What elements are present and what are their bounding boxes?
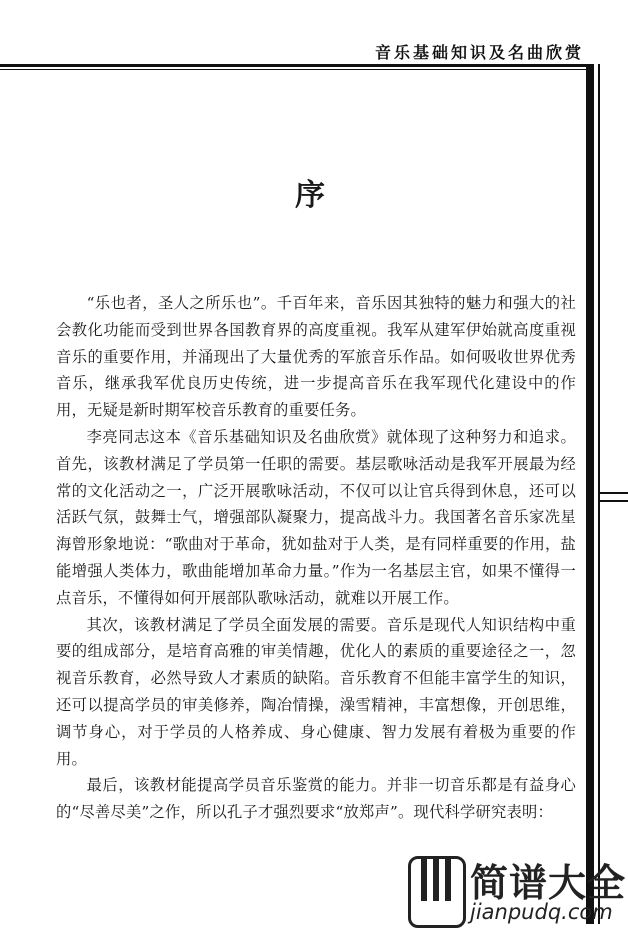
watermark-logo	[400, 852, 628, 928]
paragraph-4: 最后，该教材能提高学员音乐鉴赏的能力。并非一切音乐都是有益身心的“尽善尽美”之作，所以孔子才强烈要求“放郑声”。现代科学研究表明：	[56, 776, 576, 822]
header-rule	[0, 64, 594, 67]
piano-icon	[408, 856, 466, 928]
edge-mark	[600, 500, 628, 502]
paragraph-2: 李亮同志这本《音乐基础知识及名曲欣赏》就体现了这种努力和追求。首先，该教材满足了学员第一任职的需要。基层歌咏活动是我军开展最为经常的文化活动之一，广泛开展歌咏活动，不仅可以让官兵得到休息，还可以活跃气氛，鼓舞士气，增强部队凝聚力，提高战斗力。我国著名音乐家冼星海曾形象地说：“歌曲对于革命，犹如盐对于人类，是有同样重要的作用，盐能增强人类体力，歌曲能增加革命力量。”作为一名基层主官，如果不懂得一点音乐，不懂得如何开展部队歌咏活动，就难以开展工作。	[56, 427, 576, 607]
running-header: 音乐基础知识及名曲欣赏	[374, 43, 584, 62]
edge-mark	[600, 492, 628, 494]
body-text	[56, 290, 576, 826]
header-rule-thin	[0, 69, 594, 70]
watermark-title: 简谱大全	[470, 861, 627, 905]
paragraph-3: 其次，该教材满足了学员全面发展的需要。音乐是现代人知识结构中重要的组成部分，是培育高雅的审美情趣，优化人的素质的重要途径之一，忽视音乐教育，必然导致人才素质的缺陷。音乐教育不但能丰富学生的知识，还可以提高学员的审美修养，陶冶情操，澡雪精神，丰富想像，开创思维，调节身心，对于学员的人格养成、身心健康、智力发展有着极为重要的作用。	[56, 615, 576, 768]
paragraph-1: “乐也者，圣人之所乐也”。千百年来，音乐因其独特的魅力和强大的社会教化功能而受到世界各国教育界的高度重视。我军从建军伊始就高度重视音乐的重要作用，并涌现出了大量优秀的军旅音乐作品。如何吸收世界优秀音乐，继承我军优良历史传统，进一步提高音乐在我军现代化建设中的作用，无疑是新时期军校音乐教育的重要任务。	[56, 294, 576, 420]
watermark-url: jianpudq.com	[470, 900, 613, 924]
chapter-title: 序	[295, 178, 325, 213]
